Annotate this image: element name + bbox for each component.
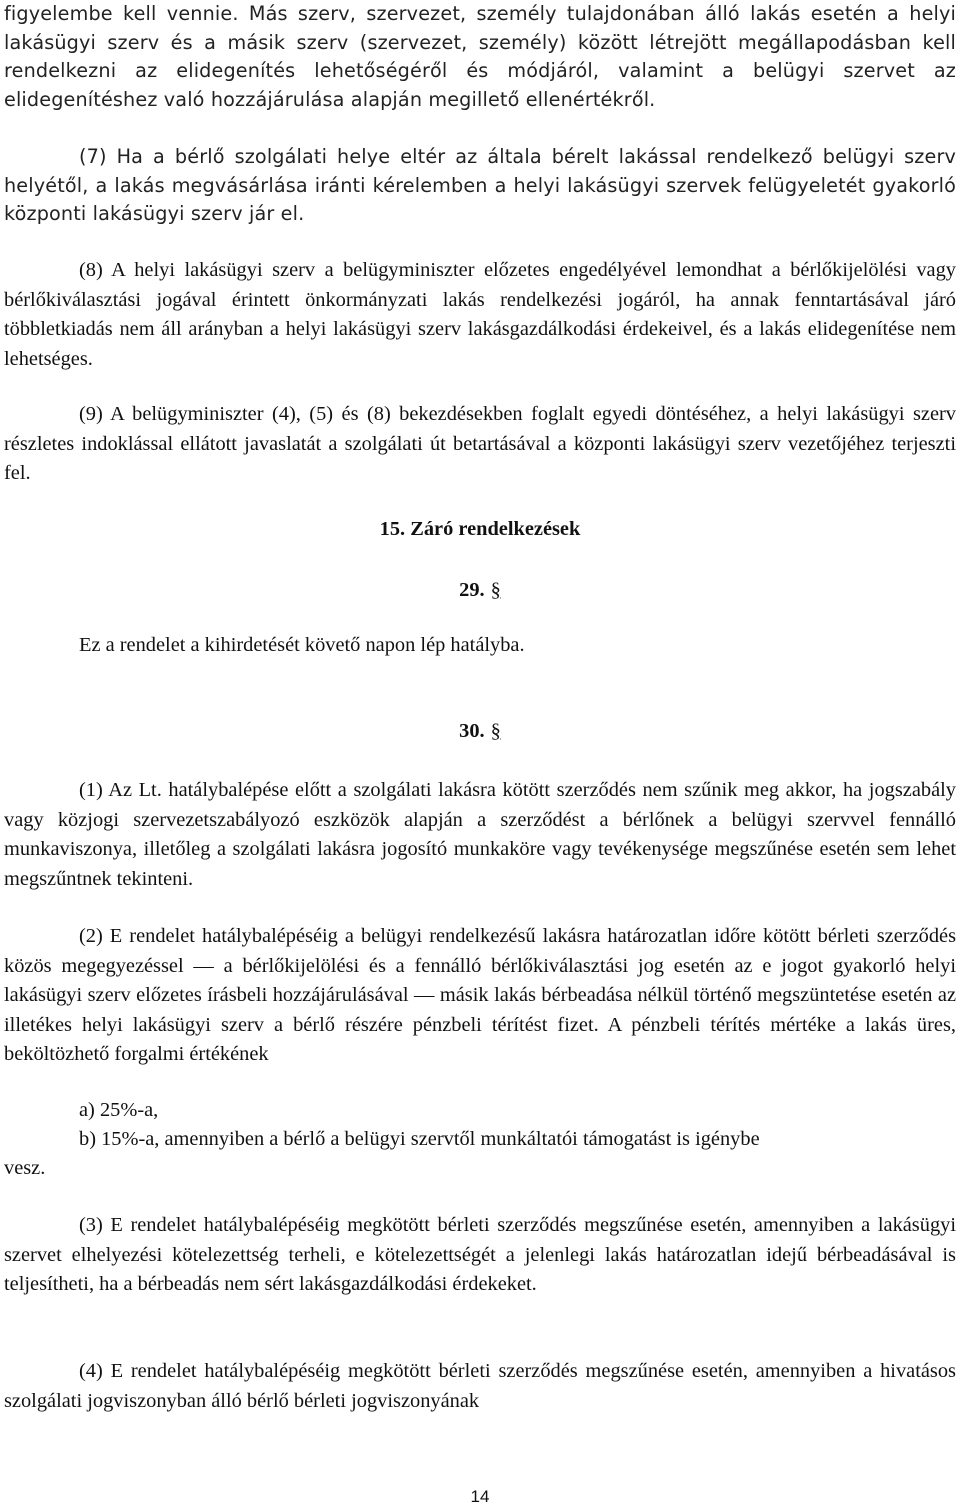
section-30-number: 30. bbox=[459, 720, 485, 742]
intro-paragraph-block bbox=[4, 0, 956, 114]
section-30-paragraph-1-block bbox=[4, 776, 956, 894]
chapter-heading-text: 15. Záró rendelkezések bbox=[379, 518, 581, 540]
document-page bbox=[4, 0, 956, 1509]
paragraph-9-block bbox=[4, 400, 956, 489]
section-30-point-b: b) 15%-a, amennyiben a bérlő a belügyi szervtől munkáltatói támogatást is igénybe bbox=[79, 1128, 760, 1150]
paragraph-7-block bbox=[4, 143, 956, 229]
section-sign-29: § bbox=[490, 579, 501, 601]
paragraph-7: (7) Ha a bérlő szolgálati helye eltér az általa bérelt lakással rendelkező belügyi szerv helyétől, a lakás megvásárlása iránti kérelemben a helyi lakásügyi szervek felügyeletét gyakorló központi lakásügyi szerv jár el. bbox=[4, 145, 956, 225]
section-30-paragraph-2: (2) E rendelet hatálybalépéséig a belügyi rendelkezésű lakásra határozatlan időre kötött bérleti szerződés közös megegyezéssel — a bérlőkijelölési és a fennálló bérlőkiválasztási jog esetén az e jogot gyakorló helyi lakásügyi szerv előzetes írásbeli hozzájárulásával — másik lakás bérbeadása nélkül történő megszüntetése esetén az illetékes helyi lakásügyi szerv a bérlő részére pénzbeli térítést fizet. A pénzbeli térítés mértéke a lakás üres, beköltözhető forgalmi értékének bbox=[4, 925, 956, 1066]
intro-paragraph: figyelembe kell vennie. Más szerv, szervezet, személy tulajdonában álló lakás esetén a helyi lakásügyi szerv és a másik szerv (szervezet, személy) között létrejött megállapodásban kell rendelkezni az elidegenítés lehetőségéről és módjáról, valamint a belügyi szervet az elidegenítéshez való hozzájárulása alapján megillető ellenértékről. bbox=[4, 2, 956, 111]
chapter-heading bbox=[4, 518, 956, 541]
paragraph-8: (8) A helyi lakásügyi szerv a belügyminiszter előzetes engedélyével lemondhat a bérlőkijelölési vagy bérlőkiválasztási jogával érintett önkormányzati lakás rendelkezési jogáról, ha annak fenntartásával járó többletkiadás nem áll arányban a helyi lakásügyi szerv lakásgazdálkodási érdekeivel, és a lakás elidegenítése nem lehetséges. bbox=[4, 259, 956, 370]
section-30-paragraph-2-block bbox=[4, 922, 956, 1070]
section-sign-30: § bbox=[490, 720, 501, 742]
section-29-text: Ez a rendelet a kihirdetését követő napon lép hatályba. bbox=[79, 634, 525, 656]
section-30-paragraph-3-block bbox=[4, 1211, 956, 1300]
paragraph-9: (9) A belügyminiszter (4), (5) és (8) bekezdésekben foglalt egyedi döntéséhez, a helyi lakásügyi szerv részletes indoklással ellátott javaslatát a szolgálati út betartásával a központi lakásügyi szerv vezetőjéhez terjeszti fel. bbox=[4, 403, 956, 485]
section-30-paragraph-4: (4) E rendelet hatálybalépéséig megkötött bérleti szerződés megszűnése esetén, amennyiben a hivatásos szolgálati jogviszonyban álló bérlő bérleti jogviszonyának bbox=[4, 1360, 956, 1412]
section-30-paragraph-3: (3) E rendelet hatálybalépéséig megkötött bérleti szerződés megszűnése esetén, amennyiben a lakásügyi szervet elhelyezési kötelezettség terheli, e kötelezettségét a jelenlegi lakás határozatlan idejű bérbeadásával is teljesítheti, ha a bérbeadás nem sért lakásgazdálkodási érdekeket. bbox=[4, 1214, 956, 1296]
section-30-point-b-block bbox=[4, 1125, 956, 1155]
section-29-heading bbox=[4, 579, 956, 602]
section-30-paragraph-1: (1) Az Lt. hatálybalépése előtt a szolgálati lakásra kötött szerződés nem szűnik meg akkor, ha jogszabály vagy közjogi szervezetszabályozó eszközök alapján a szerződést a bérlőnek a belügyi szervvel fennálló munkaviszonya, illetőleg a szolgálati lakásra jogosító munkaköre vagy tevékenysége megszűnése esetén sem lehet megszűntnek tekinteni. bbox=[4, 779, 956, 890]
paragraph-8-block bbox=[4, 256, 956, 374]
section-30-heading bbox=[4, 720, 956, 743]
section-30-point-b-continuation: vesz. bbox=[4, 1157, 46, 1179]
section-30-paragraph-4-block bbox=[4, 1357, 956, 1416]
page-number: 14 bbox=[470, 1487, 490, 1506]
section-29-number: 29. bbox=[459, 579, 485, 601]
section-30-point-a: a) 25%-a, bbox=[79, 1099, 159, 1121]
